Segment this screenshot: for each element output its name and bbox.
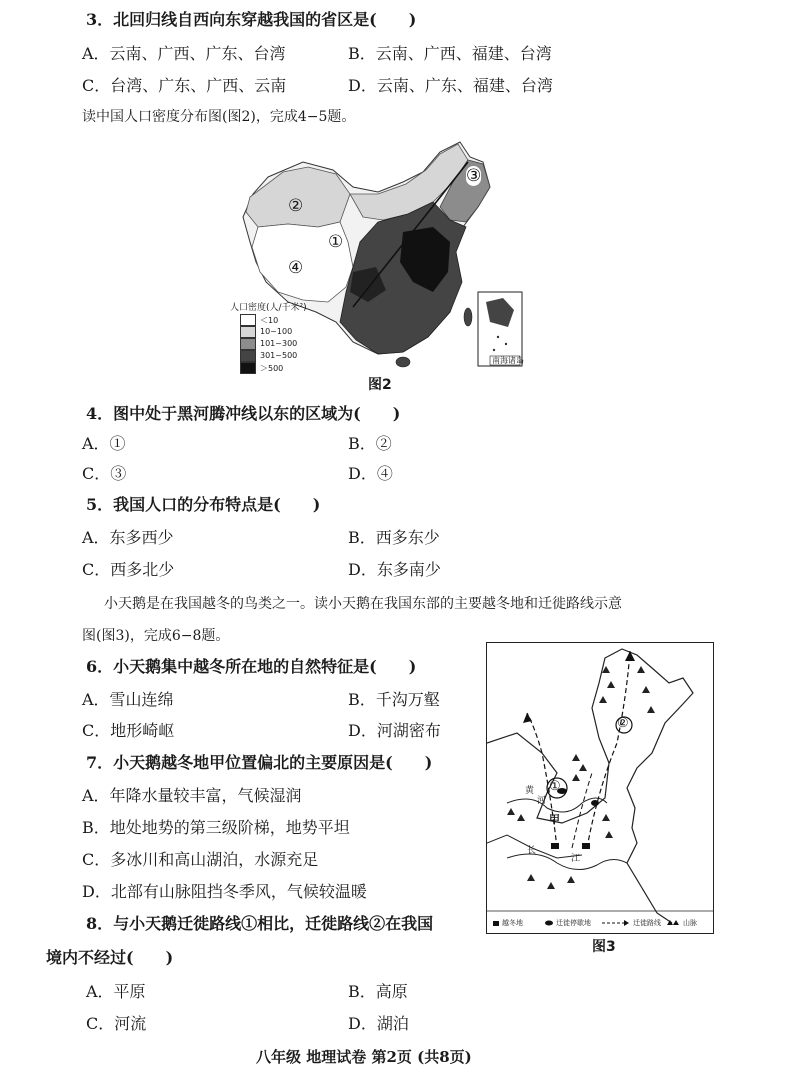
river-label-huang: 黄 bbox=[525, 786, 535, 796]
q6-option-c[interactable]: C．地形崎岖 bbox=[82, 721, 175, 740]
q7-stem: 7．小天鹅越冬地甲位置偏北的主要原因是( ) bbox=[86, 753, 433, 772]
q6-option-a[interactable]: A．雪山连绵 bbox=[82, 690, 174, 709]
q7-option-c[interactable]: C．多冰川和高山湖泊，水源充足 bbox=[82, 850, 319, 869]
q3-option-c[interactable]: C．台湾、广东、广西、云南 bbox=[82, 76, 287, 95]
river-label-jiang: 江 bbox=[571, 854, 581, 864]
q6-stem: 6．小天鹅集中越冬所在地的自然特征是( ) bbox=[86, 657, 417, 676]
figure-3-migration-map bbox=[486, 642, 714, 934]
q7-option-b[interactable]: B．地处地势的第三级阶梯，地势平坦 bbox=[82, 818, 350, 837]
q4-option-a[interactable]: A．① bbox=[82, 434, 126, 453]
q8-option-d[interactable]: D．湖泊 bbox=[348, 1014, 409, 1033]
q3-option-b[interactable]: B．云南、广西、福建、台湾 bbox=[348, 44, 552, 63]
figure-3-caption: 图3 bbox=[592, 939, 616, 955]
q7-option-d[interactable]: D．北部有山脉阻挡冬季风，气候较温暖 bbox=[82, 882, 367, 901]
river-label-chang: 长 bbox=[527, 846, 537, 856]
q3-option-a[interactable]: A．云南、广西、广东、台湾 bbox=[82, 44, 286, 63]
q7-option-a[interactable]: A．年降水量较丰富，气候湿润 bbox=[82, 786, 302, 805]
q8-stem-line2: 境内不经过( ) bbox=[46, 948, 174, 967]
intro-fig3-line1: 小天鹅是在我国越冬的鸟类之一。读小天鹅在我国东部的主要越冬地和迁徙路线示意 bbox=[104, 596, 622, 612]
legend-item: 301~500 bbox=[260, 351, 298, 360]
legend-item: 10~100 bbox=[260, 327, 293, 336]
china-map-graphic bbox=[228, 132, 528, 372]
inset-label: 南海诸岛 bbox=[492, 356, 524, 365]
river-label-he: 河 bbox=[537, 796, 547, 806]
intro-fig2: 读中国人口密度分布图(图2)，完成4−5题。 bbox=[82, 109, 356, 125]
q6-option-b[interactable]: B．千沟万壑 bbox=[348, 690, 440, 709]
map-label-1: ① bbox=[328, 232, 344, 252]
q8-option-b[interactable]: B．高原 bbox=[348, 982, 408, 1001]
q8-stem-line1: 8．与小天鹅迁徙路线①相比，迁徙路线②在我国 bbox=[86, 914, 434, 933]
map-label-4: ④ bbox=[288, 258, 304, 278]
fig3-legend-mountain: 山脉 bbox=[683, 919, 697, 927]
q4-option-b[interactable]: B．② bbox=[348, 434, 392, 453]
site-label-jia: 甲 bbox=[549, 813, 560, 826]
map-label-3: ③ bbox=[466, 166, 482, 186]
figure-2-population-map bbox=[228, 132, 528, 372]
route-label-1: ① bbox=[549, 779, 561, 794]
fig3-legend-route: 迁徙路线 bbox=[633, 919, 661, 927]
q4-stem: 4．图中处于黑河腾冲线以东的区域为( ) bbox=[86, 404, 401, 423]
figure-2-caption: 图2 bbox=[368, 377, 392, 393]
legend-title: 人口密度(人/千米²) bbox=[230, 303, 307, 313]
legend-item: ＜10 bbox=[260, 316, 279, 325]
q3-option-d[interactable]: D．云南、广东、福建、台湾 bbox=[348, 76, 553, 95]
q5-option-d[interactable]: D．东多南少 bbox=[348, 560, 441, 579]
q4-option-c[interactable]: C．③ bbox=[82, 464, 127, 483]
q4-option-d[interactable]: D．④ bbox=[348, 464, 393, 483]
fig3-legend-wintering: 越冬地 bbox=[502, 919, 523, 927]
q8-option-c[interactable]: C．河流 bbox=[86, 1014, 147, 1033]
q5-option-b[interactable]: B．西多东少 bbox=[348, 528, 440, 547]
legend-item: 101~300 bbox=[260, 339, 298, 348]
fig3-legend-stopover: 迁徙停歇地 bbox=[556, 919, 591, 927]
q3-stem: 3．北回归线自西向东穿越我国的省区是( ) bbox=[86, 10, 417, 29]
q8-option-a[interactable]: A．平原 bbox=[86, 982, 146, 1001]
q5-option-a[interactable]: A．东多西少 bbox=[82, 528, 174, 547]
q6-option-d[interactable]: D．河湖密布 bbox=[348, 721, 441, 740]
map-label-2: ② bbox=[288, 196, 304, 216]
migration-map-graphic bbox=[487, 643, 713, 933]
page-footer: 八年级 地理试卷 第2页 (共8页) bbox=[256, 1048, 472, 1066]
route-label-2: ② bbox=[617, 716, 629, 731]
intro-fig3-line2: 图(图3)，完成6−8题。 bbox=[82, 628, 230, 644]
q5-stem: 5．我国人口的分布特点是( ) bbox=[86, 495, 321, 514]
legend-item: ＞500 bbox=[260, 364, 284, 373]
q5-option-c[interactable]: C．西多北少 bbox=[82, 560, 175, 579]
